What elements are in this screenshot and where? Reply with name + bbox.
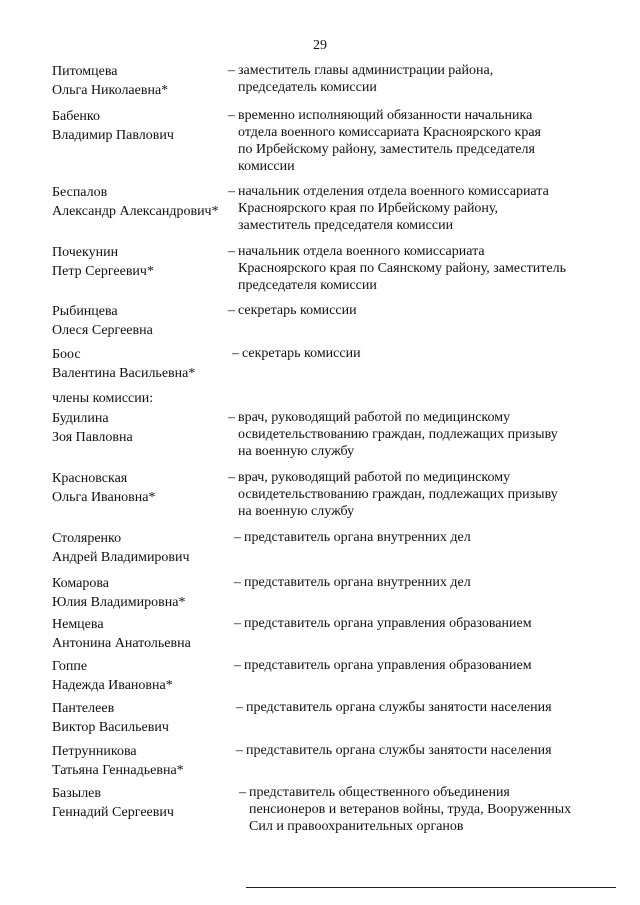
role-line: освидетельствованию граждан, подлежащих призыву <box>238 487 558 502</box>
member-given-names: Ольга Ивановна* <box>52 490 156 505</box>
member-name <box>52 345 227 383</box>
role-dash: – <box>228 470 235 485</box>
member-role <box>236 699 596 716</box>
role-dash: – <box>234 530 241 545</box>
member-surname: Пантелеев <box>52 701 115 716</box>
role-line: представитель органа службы занятости населения <box>246 700 552 715</box>
member-surname: Столяренко <box>52 531 122 546</box>
member-role <box>228 243 588 294</box>
role-dash: – <box>228 303 235 318</box>
role-line: комиссии <box>238 159 295 174</box>
member-name <box>52 699 227 737</box>
member-role <box>228 62 588 96</box>
member-given-names: Владимир Павлович <box>52 128 174 143</box>
member-role <box>239 784 599 835</box>
role-text <box>228 62 588 96</box>
role-line: председателя комиссии <box>238 278 377 293</box>
role-line: заместитель главы администрации района, <box>238 63 494 78</box>
role-dash: – <box>236 743 243 758</box>
role-line: освидетельствованию граждан, подлежащих призыву <box>238 427 558 442</box>
role-text <box>228 107 588 175</box>
role-line: представитель общественного объединения <box>249 785 510 800</box>
member-role <box>228 183 588 234</box>
role-dash: – <box>234 616 241 631</box>
member-given-names: Петр Сергеевич* <box>52 264 154 279</box>
member-name <box>52 657 227 695</box>
role-line: секретарь комиссии <box>238 303 357 318</box>
role-dash: – <box>239 785 246 800</box>
role-line: на военную службу <box>238 504 355 519</box>
member-surname: Комарова <box>52 576 109 591</box>
member-given-names: Антонина Анатольевна <box>52 636 191 651</box>
member-surname: Рыбинцева <box>52 304 118 319</box>
role-text <box>236 742 596 759</box>
role-text <box>228 183 588 234</box>
member-name <box>52 302 227 340</box>
member-surname: Беспалов <box>52 185 108 200</box>
role-dash: – <box>232 346 239 361</box>
role-dash: – <box>228 184 235 199</box>
member-role <box>234 615 594 632</box>
role-text <box>232 345 592 362</box>
role-line: начальник отделения отдела военного комиссариата <box>238 184 549 199</box>
role-line: отдела военного комиссариата Красноярского края <box>238 125 541 140</box>
member-role <box>228 302 588 319</box>
role-dash: – <box>236 700 243 715</box>
role-dash: – <box>228 244 235 259</box>
member-name <box>52 62 227 100</box>
role-text <box>234 615 594 632</box>
member-role <box>228 107 588 175</box>
member-given-names: Андрей Владимирович <box>52 550 190 565</box>
member-name <box>52 784 227 822</box>
member-name <box>52 409 227 447</box>
role-line: представитель органа управления образованием <box>244 658 532 673</box>
member-name <box>52 183 227 221</box>
member-role <box>228 469 588 520</box>
member-given-names: Валентина Васильевна* <box>52 366 196 381</box>
member-role <box>232 345 592 362</box>
role-line: секретарь комиссии <box>242 346 361 361</box>
member-name <box>52 529 227 567</box>
role-line: Сил и правоохранительных органов <box>249 819 464 834</box>
role-dash: – <box>234 658 241 673</box>
member-given-names: Александр Александрович* <box>52 204 219 219</box>
role-dash: – <box>228 410 235 425</box>
member-role <box>234 574 594 591</box>
role-line: врач, руководящий работой по медицинскому <box>238 410 511 425</box>
role-text <box>236 699 596 716</box>
member-surname: Будилина <box>52 411 109 426</box>
role-line: председатель комиссии <box>238 80 377 95</box>
member-name <box>52 469 227 507</box>
role-line: на военную службу <box>238 444 355 459</box>
role-line: начальник отдела военного комиссариата <box>238 244 485 259</box>
member-name <box>52 107 227 145</box>
footer-rule <box>246 887 616 888</box>
member-given-names: Виктор Васильевич <box>52 720 169 735</box>
role-line: пенсионеров и ветеранов войны, труда, Вооруженных <box>249 802 572 817</box>
role-line: представитель органа внутренних дел <box>244 530 471 545</box>
member-surname: Боос <box>52 347 81 362</box>
role-line: Красноярского края по Саянскому району, заместитель <box>238 261 566 276</box>
role-line: представитель органа управления образованием <box>244 616 532 631</box>
member-surname: Почекунин <box>52 245 119 260</box>
role-dash: – <box>228 63 235 78</box>
role-text <box>234 529 594 546</box>
member-role <box>234 657 594 674</box>
member-given-names: Олеся Сергеевна <box>52 323 153 338</box>
role-text <box>228 409 588 460</box>
role-line: временно исполняющий обязанности начальника <box>238 108 533 123</box>
role-line: Красноярского края по Ирбейскому району, <box>238 201 499 216</box>
member-surname: Бабенко <box>52 109 100 124</box>
member-surname: Немцева <box>52 617 104 632</box>
role-text <box>234 574 594 591</box>
role-line: по Ирбейскому району, заместитель председателя <box>238 142 535 157</box>
role-text <box>228 302 588 319</box>
role-dash: – <box>228 108 235 123</box>
member-role <box>228 409 588 460</box>
member-role <box>236 742 596 759</box>
member-given-names: Татьяна Геннадьевна* <box>52 763 184 778</box>
member-name <box>52 615 227 653</box>
member-surname: Гоппе <box>52 659 88 674</box>
member-surname: Красновская <box>52 471 128 486</box>
role-text <box>228 469 588 520</box>
member-role <box>234 529 594 546</box>
role-line: врач, руководящий работой по медицинскому <box>238 470 511 485</box>
member-given-names: Зоя Павловна <box>52 430 133 445</box>
member-surname: Базылев <box>52 786 101 801</box>
role-line: представитель органа внутренних дел <box>244 575 471 590</box>
role-line: заместитель председателя комиссии <box>238 218 454 233</box>
role-text <box>234 657 594 674</box>
member-given-names: Геннадий Сергеевич <box>52 805 174 820</box>
member-surname: Петрунникова <box>52 744 137 759</box>
member-name <box>52 742 227 780</box>
role-dash: – <box>234 575 241 590</box>
member-name <box>52 243 227 281</box>
member-given-names: Надежда Ивановна* <box>52 678 173 693</box>
members-heading: члены комиссии: <box>52 391 154 406</box>
member-name <box>52 574 227 612</box>
member-surname: Питомцева <box>52 64 118 79</box>
role-text <box>228 243 588 294</box>
member-given-names: Ольга Николаевна* <box>52 83 169 98</box>
role-text <box>239 784 599 835</box>
role-line: представитель органа службы занятости населения <box>246 743 552 758</box>
member-given-names: Юлия Владимировна* <box>52 595 186 610</box>
page-number: 29 <box>313 38 327 53</box>
